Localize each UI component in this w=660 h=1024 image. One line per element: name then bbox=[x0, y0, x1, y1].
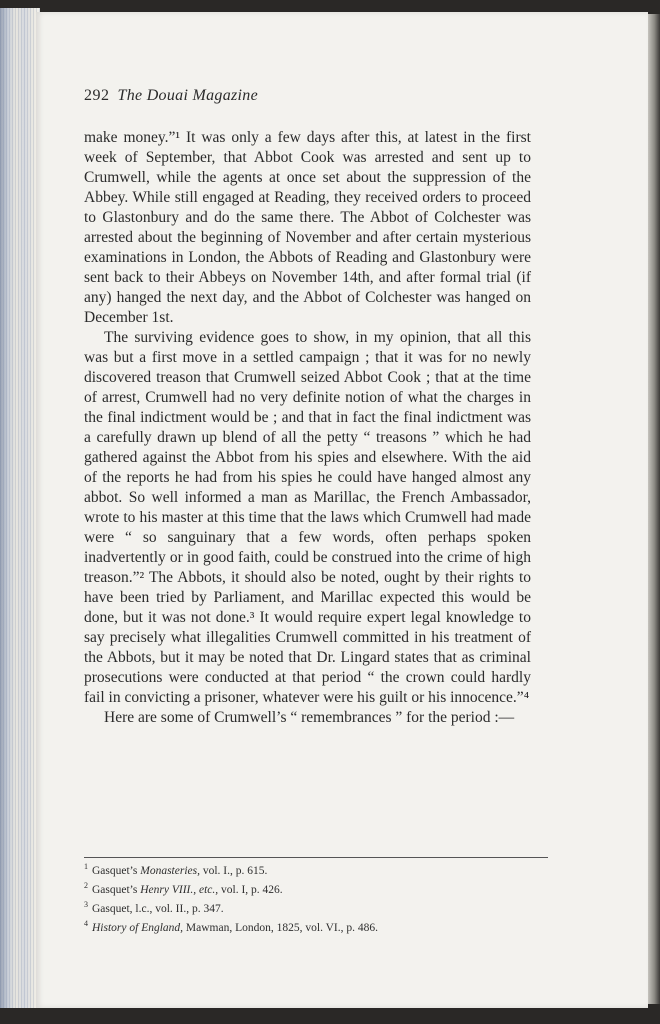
footnote-ref: Mawman, London, 1825, vol. VI., p. 486. bbox=[185, 922, 379, 934]
footnote-work: Monasteries, bbox=[140, 865, 200, 877]
page-number: 292 bbox=[84, 87, 110, 104]
footnote bbox=[84, 900, 554, 919]
footnote-mark: 2 bbox=[84, 881, 88, 891]
footnote-work: History of England, bbox=[92, 922, 184, 934]
footnote-work: Henry VIII., etc., bbox=[140, 884, 219, 896]
footnote bbox=[84, 881, 554, 900]
footnote-mark: 4 bbox=[84, 919, 88, 929]
footnotes bbox=[84, 862, 554, 938]
footnote-author: Gasquet’s bbox=[92, 865, 138, 877]
book-right-edge bbox=[646, 14, 660, 1004]
footnote-author: Gasquet’s bbox=[92, 884, 138, 896]
footnote-ref: vol. I., p. 615. bbox=[202, 865, 268, 877]
journal-title: The Douai Magazine bbox=[117, 87, 259, 104]
body-text bbox=[84, 128, 531, 728]
footnote-ref: vol. II., p. 347. bbox=[155, 903, 224, 915]
footnote bbox=[84, 919, 554, 938]
footnote-mark: 1 bbox=[84, 862, 88, 872]
paragraph: Here are some of Crumwell’s “ remembrances ” for the period :— bbox=[104, 709, 515, 726]
footnote bbox=[84, 862, 554, 881]
footnote-ref: vol. I, p. 426. bbox=[221, 884, 283, 896]
footnote-divider bbox=[84, 857, 548, 858]
paragraph: The surviving evidence goes to show, in my opinion, that all this was but a first move in a settled campaign ; that it was for no newly discovered treason that Crumwell seized Abbot Cook ; that at the time of arrest, Crumwell had no very definite notion of what the charges in the final indictment would be ; and that in fact the final indictment was a carefully drawn up blend of all the petty “ treasons ” which he had gathered against the Abbot from his spies and elsewhere. With the aid of the reports he had from his spies he could have hanged almost any abbot. So well informed a man as Marillac, the French Ambassador, wrote to his master at this time that the laws which Crumwell had made were “ so sanguinary that a few words, often perhaps spoken inadvertently or in good faith, could be construed into the crime of high treason.”² The Abbots, it should also be noted, ought by their rights to have been tried by Parliament, and Marillac expected this would be done, but it was not done.³ It would require expert legal knowledge to say precisely what illegalities Crumwell committed in his treatment of the Abbots, but it may be noted that Dr. Lingard states that as criminal prosecutions were conducted at that period “ the crown could hardly fail in convicting a prisoner, whatever were his guilt or his innocence.”⁴ bbox=[84, 329, 531, 706]
paragraph: make money.”¹ It was only a few days after this, at latest in the first week of September, that Abbot Cook was arrested and sent up to Crumwell, while the agents at once set about the suppression of the Abbey. While still engaged at Reading, they received orders to proceed to Glastonbury and do the same there. The Abbot of Colchester was arrested about the beginning of November and after certain mysterious examinations in London, the Abbots of Reading and Glastonbury were sent back to their Abbeys on November 14th, and after formal trial (if any) hanged the next day, and the Abbot of Colchester was hanged on December 1st. bbox=[84, 129, 531, 326]
book-page-edges bbox=[0, 8, 40, 1008]
running-header bbox=[84, 87, 258, 105]
footnote-mark: 3 bbox=[84, 900, 88, 910]
footnote-author: Gasquet, l.c., bbox=[92, 903, 153, 915]
